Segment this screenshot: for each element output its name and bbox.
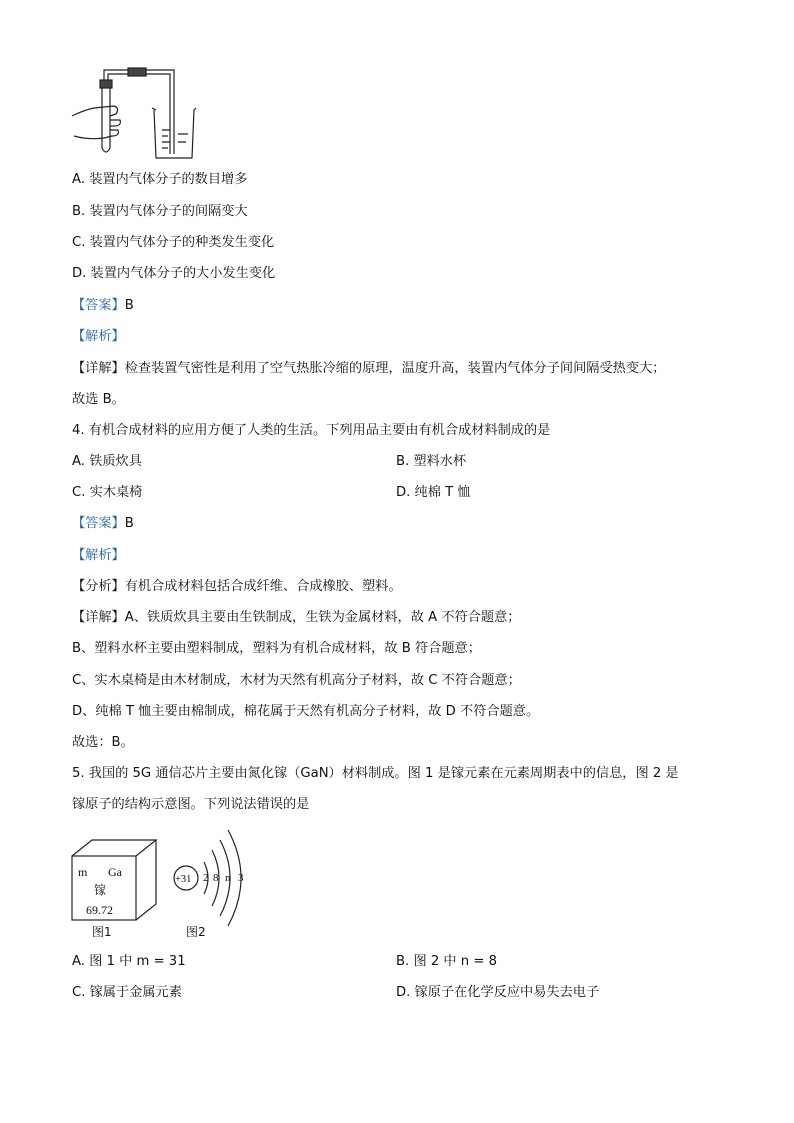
option-text: 实木桌椅 <box>89 485 143 500</box>
option-text: 镓原子在化学反应中易失去电子 <box>414 985 600 1000</box>
fenxi-text: 有机合成材料包括合成纤维、合成橡胶、塑料。 <box>124 579 402 594</box>
figure-2-atom-structure <box>168 828 264 942</box>
option-text: 镓属于金属元素 <box>89 985 182 1000</box>
answer-value: B <box>124 298 134 313</box>
option-label: A. <box>72 172 90 187</box>
q3-detail <box>72 359 665 379</box>
option-text: 装置内气体分子的数目增多 <box>89 172 248 187</box>
option-label: B. <box>72 204 90 219</box>
nucleus-charge: +31 <box>175 874 192 885</box>
option-label: C. <box>72 235 90 250</box>
option-text: 图 1 中 m = 31 <box>89 954 186 969</box>
analysis-tag: 【解析】 <box>72 548 125 563</box>
detail-text: 检查装置气密性是利用了空气热胀冷缩的原理，温度升高，装置内气体分子间间隔受热变大； <box>124 361 666 376</box>
option-label: A. <box>72 454 90 469</box>
q4-fenxi <box>72 577 402 597</box>
option-text: 铁质炊具 <box>89 454 142 469</box>
q4-analysis <box>72 546 125 566</box>
answer-tag: 【答案】 <box>72 298 125 313</box>
option-label: D. <box>396 985 415 1000</box>
element-symbol: Ga <box>108 865 122 879</box>
option-text: 装置内气体分子的种类发生变化 <box>89 235 275 250</box>
option-text: 装置内气体分子的大小发生变化 <box>90 266 276 281</box>
q3-option-b <box>72 202 248 222</box>
q3-option-d <box>72 264 275 284</box>
q3-conclusion: 故选 B。 <box>72 392 125 407</box>
analysis-tag: 【解析】 <box>72 329 125 344</box>
q5-option-c <box>72 983 182 1003</box>
option-label: A. <box>72 954 90 969</box>
option-label: C. <box>72 985 90 1000</box>
option-text: 装置内气体分子的间隔变大 <box>89 204 248 219</box>
atomic-mass: 69.72 <box>86 903 113 917</box>
q4-option-b <box>396 452 466 472</box>
q4-option-a <box>72 452 142 472</box>
shell-4-count: 3 <box>238 872 244 884</box>
q4-option-c <box>72 483 142 503</box>
q3-analysis <box>72 327 125 347</box>
q5-option-b <box>396 952 497 972</box>
option-label: C. <box>72 485 90 500</box>
shell-1-count: 2 <box>203 872 209 884</box>
q3-option-c <box>72 233 274 253</box>
q4-detail-line-2: B、塑料水杯主要由塑料制成，塑料为有机合成材料，故 B 符合题意； <box>72 641 481 656</box>
figure-1-caption: 图1 <box>92 925 112 939</box>
option-text: 图 2 中 n = 8 <box>413 954 497 969</box>
answer-value: B <box>124 516 134 531</box>
q4-conclusion: 故选：B。 <box>72 735 134 750</box>
q4-detail-line-4: D、纯棉 T 恤主要由棉制成，棉花属于天然有机高分子材料，故 D 不符合题意。 <box>72 704 540 719</box>
figure-1-element-cell <box>70 838 160 942</box>
element-name: 镓 <box>94 883 107 897</box>
q4-stem: 4. 有机合成材料的应用方便了人类的生活。下列用品主要由有机合成材料制成的是 <box>72 423 551 438</box>
q4-option-d <box>396 483 471 503</box>
figure-2-caption: 图2 <box>186 925 206 939</box>
detail-tag: 【详解】 <box>72 610 125 625</box>
q4-detail-line-3: C、实木桌椅是由木材制成，木材为天然有机高分子材料，故 C 不符合题意； <box>72 673 521 688</box>
fenxi-tag: 【分析】 <box>72 579 125 594</box>
answer-tag: 【答案】 <box>72 516 125 531</box>
atomic-number-label: m <box>78 865 88 879</box>
apparatus-figure <box>70 64 200 164</box>
option-text: 纯棉 T 恤 <box>414 485 471 500</box>
option-label: B. <box>396 454 414 469</box>
detail-text: A、铁质炊具主要由生铁制成，生铁为金属材料，故 A 不符合题意； <box>124 610 521 625</box>
shell-3-count: n <box>225 872 231 884</box>
option-label: B. <box>396 954 414 969</box>
option-label: D. <box>396 485 415 500</box>
option-label: D. <box>72 266 91 281</box>
q5-stem-line-2: 镓原子的结构示意图。下列说法错误的是 <box>72 797 310 812</box>
shell-2-count: 8 <box>213 872 219 884</box>
detail-tag: 【详解】 <box>72 361 125 376</box>
q5-option-a <box>72 952 186 972</box>
q3-option-a <box>72 170 247 190</box>
q5-option-d <box>396 983 599 1003</box>
option-text: 塑料水杯 <box>413 454 467 469</box>
q4-detail-line-1 <box>72 608 520 628</box>
q4-answer <box>72 514 134 534</box>
q3-answer <box>72 296 134 316</box>
q5-stem-line-1: 5. 我国的 5G 通信芯片主要由氮化镓（GaN）材料制成。图 1 是镓元素在元素周期表中的信息，图 2 是 <box>72 766 679 781</box>
